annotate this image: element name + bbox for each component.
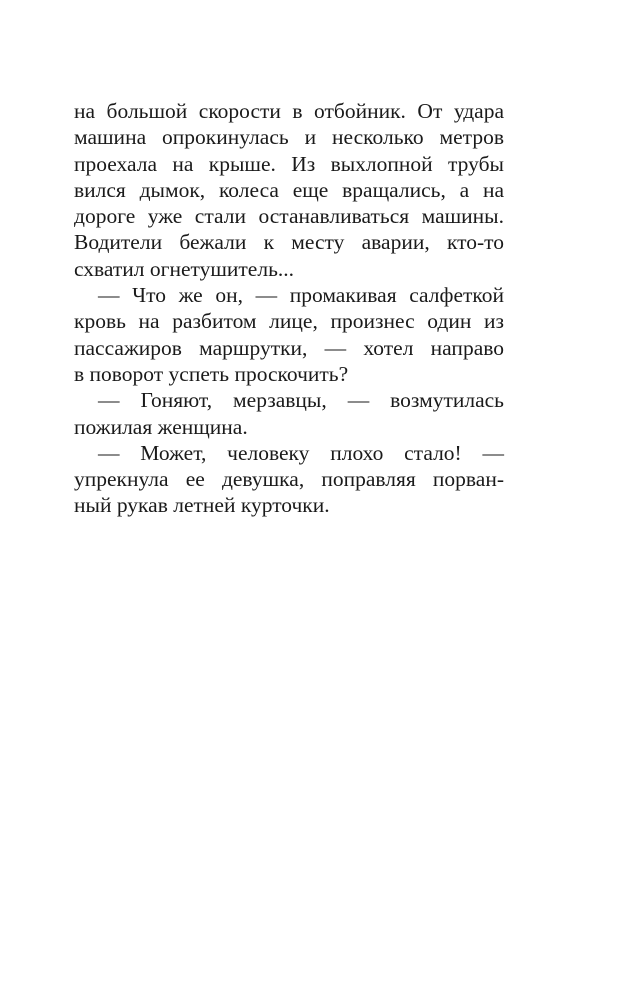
text-line: машина опрокинулась и несколько метров <box>74 125 504 150</box>
text-line: Водители бежали к месту аварии, кто-то <box>74 230 504 255</box>
text-line: пожилая женщина. <box>74 414 248 439</box>
text-line: на большой скорости в отбойник. От удара <box>74 99 504 123</box>
text-line: ный рукав летней курточки. <box>74 493 330 518</box>
text-line: дороге уже стали останавливаться машины. <box>74 204 504 229</box>
text-line: — Что же он, — промакивая салфеткой <box>98 283 504 308</box>
text-line: проехала на крыше. Из выхлопной трубы <box>74 151 504 176</box>
text-line: — Гоняют, мерзавцы, — возмутилась <box>98 388 504 413</box>
text-line: вился дымок, колеса еще вращались, а на <box>74 177 504 202</box>
text-line: в поворот успеть проскочить? <box>74 361 349 386</box>
text-line: упрекнула ее девушка, поправляя порван- <box>74 467 504 492</box>
text-line: кровь на разбитом лице, произнес один из <box>74 309 504 334</box>
text-line: пассажиров маршрутки, — хотел направо <box>74 335 504 360</box>
text-line: схватил огнетушитель... <box>74 256 295 281</box>
text-line: — Может, человеку плохо стало! — <box>98 440 504 465</box>
body-text <box>74 98 504 519</box>
